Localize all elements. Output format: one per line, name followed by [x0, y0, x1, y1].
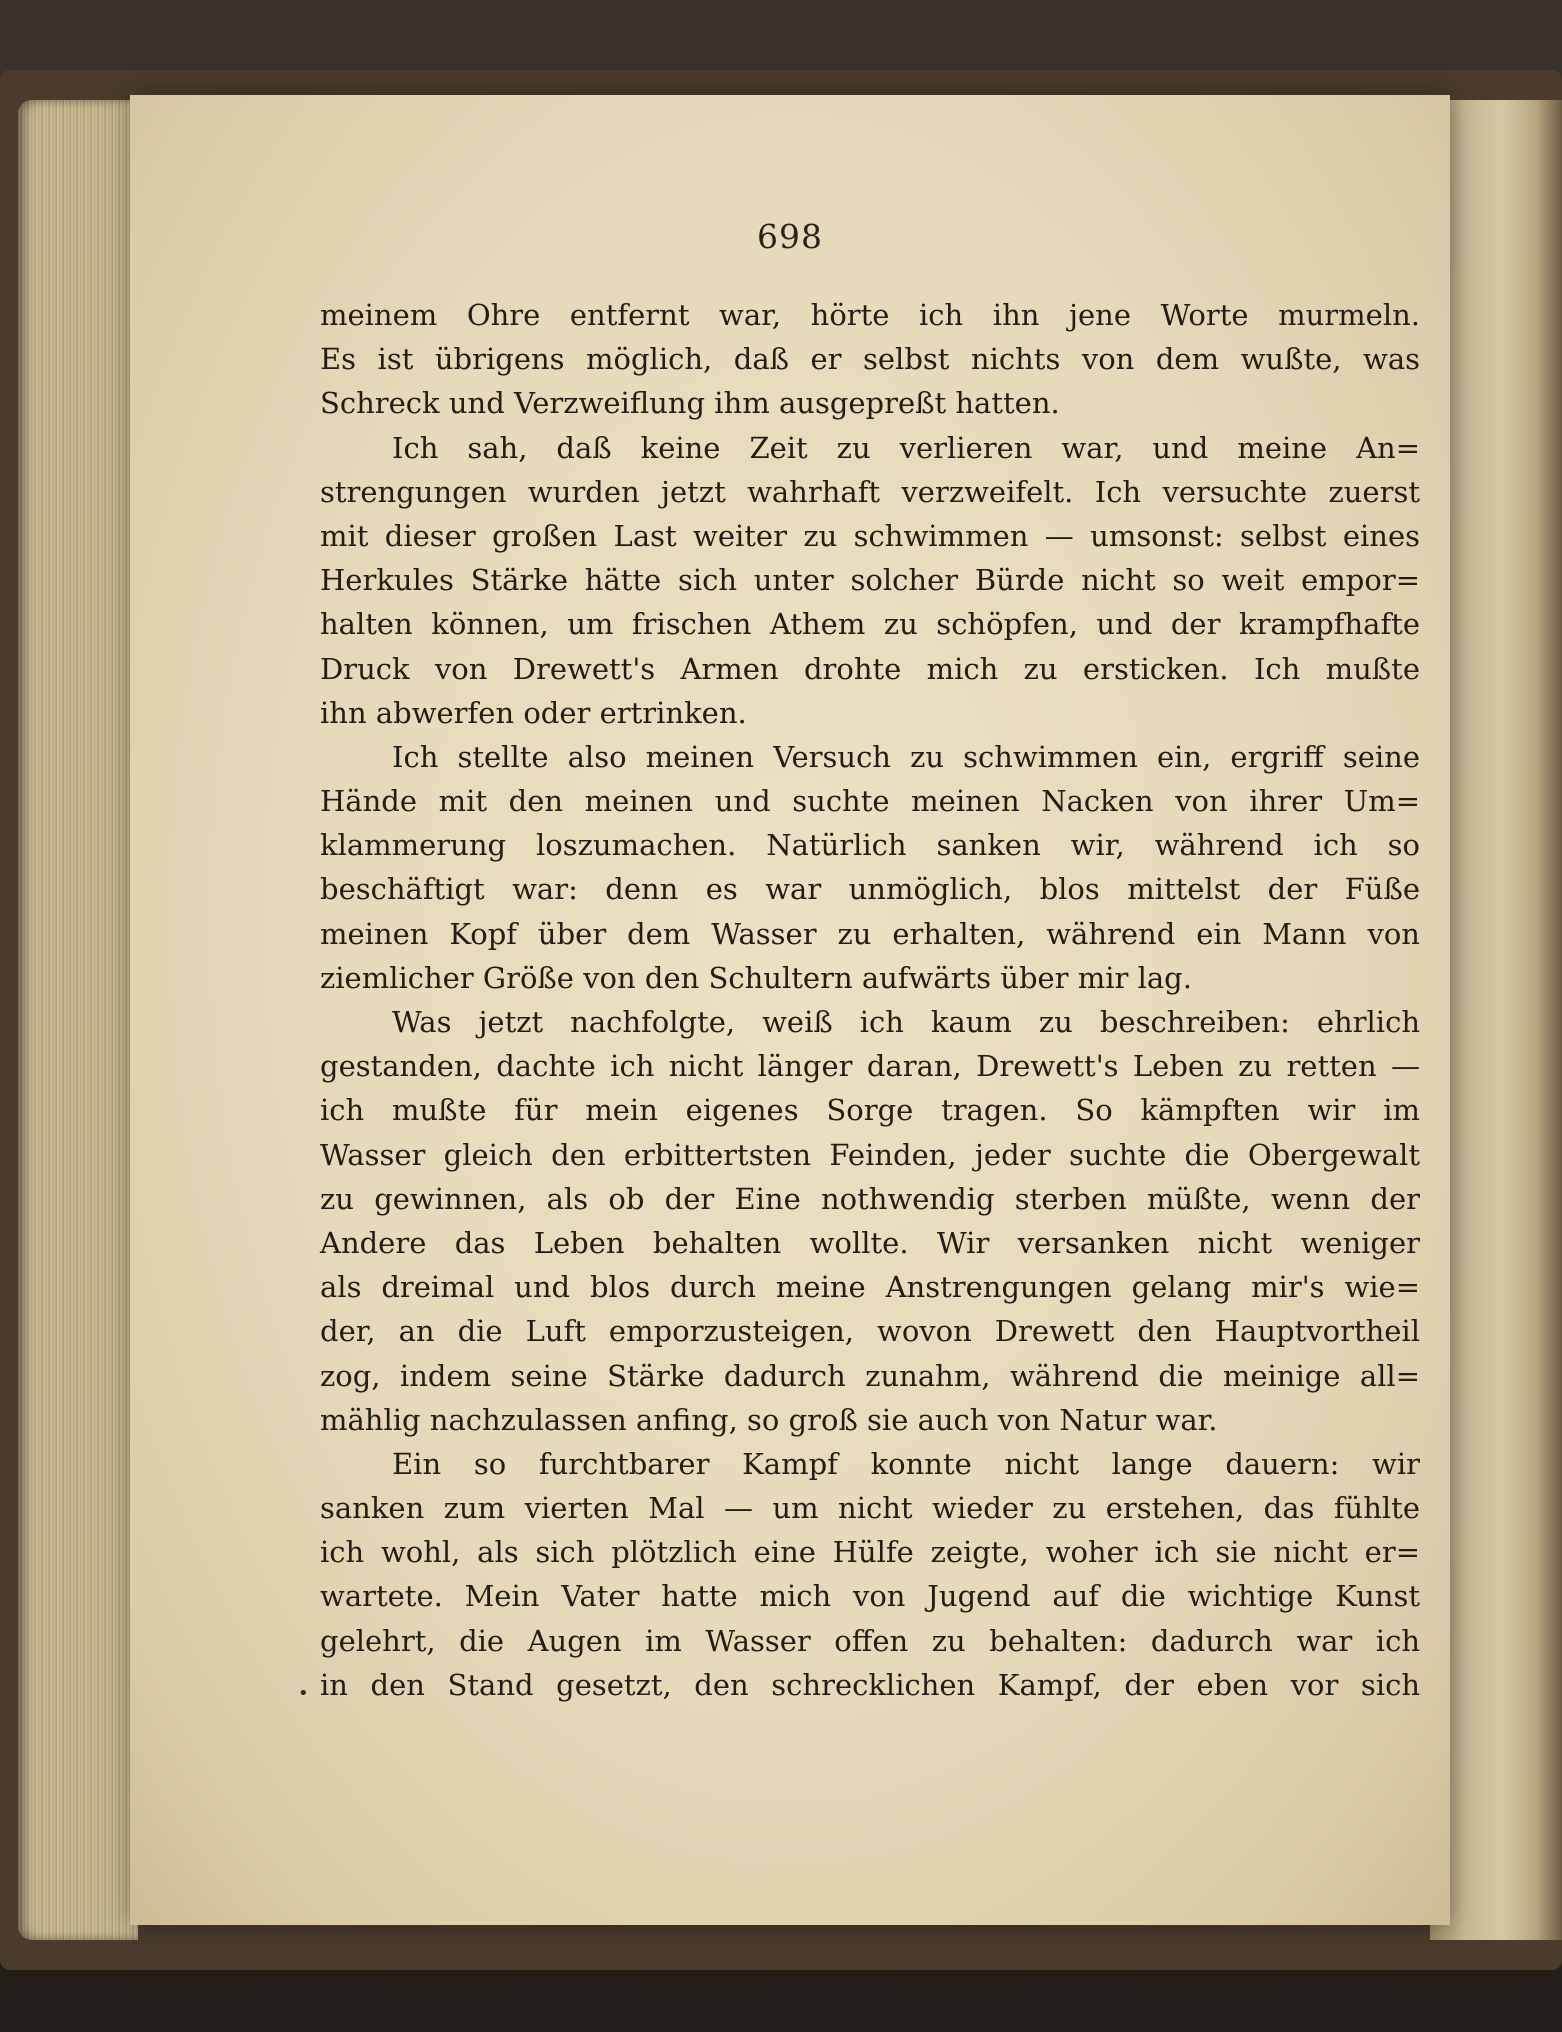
- text-line: Hände mit den meinen und suchte meinen Nacken von ihrer Um=: [320, 784, 1420, 819]
- text-line: Herkules Stärke hätte sich unter solcher Bürde nicht so weit empor=: [320, 563, 1420, 598]
- text-line: ihn abwerfen oder ertrinken.: [320, 695, 747, 730]
- text-line: gestanden, dachte ich nicht länger daran, Drewett's Leben zu retten —: [320, 1049, 1420, 1084]
- text-line: zog, indem seine Stärke dadurch zunahm, während die meinige all=: [320, 1358, 1420, 1393]
- paragraph-start-line: Ich stellte also meinen Versuch zu schwimmen ein, ergriff seine: [392, 739, 1420, 774]
- text-line: wartete. Mein Vater hatte mich von Jugend auf die wichtige Kunst: [320, 1579, 1420, 1614]
- text-line: klammerung loszumachen. Natürlich sanken wir, während ich so: [320, 828, 1420, 863]
- paragraph-start-line: Ein so furchtbarer Kampf konnte nicht lange dauern: wir: [392, 1446, 1420, 1481]
- text-line: gelehrt, die Augen im Wasser offen zu behalten: dadurch war ich: [320, 1623, 1420, 1658]
- text-line: der, an die Luft emporzusteigen, wovon Drewett den Hauptvortheil: [320, 1314, 1420, 1349]
- text-line: Es ist übrigens möglich, daß er selbst nichts von dem wußte, was: [320, 342, 1420, 377]
- text-line: zu gewinnen, als ob der Eine nothwendig sterben müßte, wenn der: [320, 1181, 1420, 1216]
- page-number: 698: [757, 217, 823, 256]
- left-page-stack: [18, 100, 138, 1940]
- page-text: [320, 293, 1420, 1707]
- text-line: ich wohl, als sich plötzlich eine Hülfe zeigte, woher ich sie nicht er=: [320, 1535, 1420, 1570]
- text-line: in den Stand gesetzt, den schrecklichen Kampf, der eben vor sich: [320, 1667, 1420, 1702]
- margin-dot: •: [298, 1683, 309, 1704]
- text-line: Andere das Leben behalten wollte. Wir versanken nicht weniger: [320, 1225, 1420, 1260]
- text-line: Druck von Drewett's Armen drohte mich zu ersticken. Ich mußte: [320, 651, 1420, 686]
- paragraph-start-line: Ich sah, daß keine Zeit zu verlieren war, und meine An=: [392, 430, 1420, 465]
- text-line: halten können, um frischen Athem zu schöpfen, und der krampfhafte: [320, 607, 1420, 642]
- book-page: [130, 95, 1450, 1925]
- text-line: mit dieser großen Last weiter zu schwimmen — umsonst: selbst eines: [320, 518, 1420, 553]
- text-line: als dreimal und blos durch meine Anstrengungen gelang mir's wie=: [320, 1270, 1420, 1305]
- text-line: Schreck und Verzweiflung ihm ausgepreßt hatten.: [320, 386, 1060, 421]
- text-line: ich mußte für mein eigenes Sorge tragen. So kämpften wir im: [320, 1093, 1420, 1128]
- text-line: mählig nachzulassen anfing, so groß sie auch von Natur war.: [320, 1402, 1218, 1437]
- text-line: sanken zum vierten Mal — um nicht wieder zu erstehen, das fühlte: [320, 1491, 1420, 1526]
- text-line: strengungen wurden jetzt wahrhaft verzweifelt. Ich versuchte zuerst: [320, 474, 1420, 509]
- text-line: meinem Ohre entfernt war, hörte ich ihn jene Worte murmeln.: [320, 298, 1420, 332]
- paragraph-start-line: Was jetzt nachfolgte, weiß ich kaum zu beschreiben: ehrlich: [392, 1005, 1420, 1039]
- text-line: ziemlicher Größe von den Schultern aufwärts über mir lag.: [320, 960, 1192, 995]
- text-line: Wasser gleich den erbittertsten Feinden, jeder suchte die Obergewalt: [320, 1137, 1420, 1172]
- text-line: beschäftigt war: denn es war unmöglich, blos mittelst der Füße: [320, 872, 1420, 907]
- text-line: meinen Kopf über dem Wasser zu erhalten, während ein Mann von: [320, 916, 1420, 951]
